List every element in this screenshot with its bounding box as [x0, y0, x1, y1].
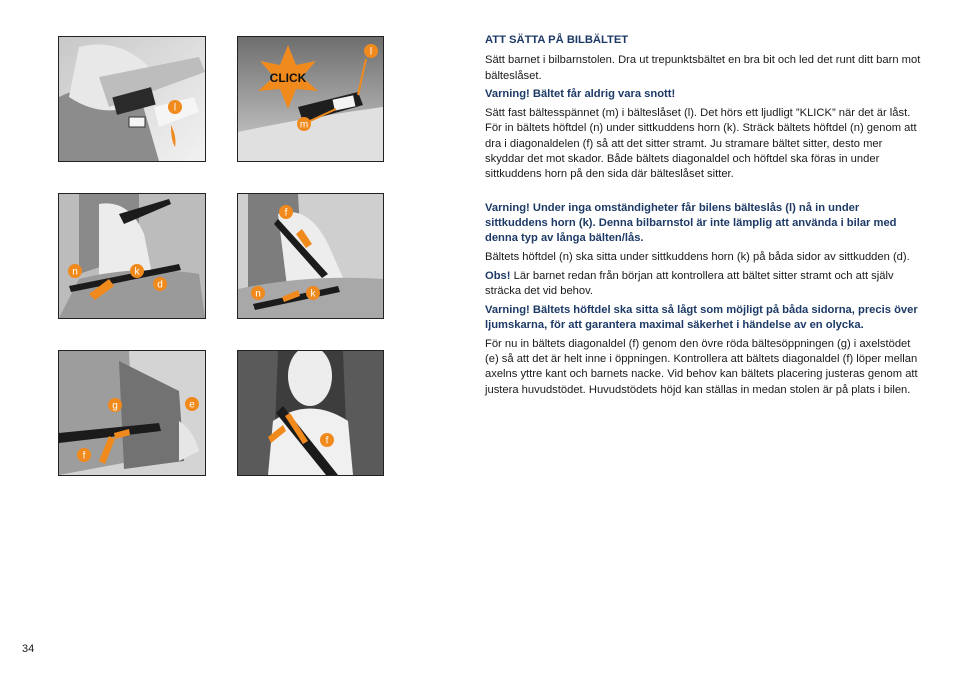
obs-note [485, 269, 921, 300]
section-title: ATT SÄTTA PÅ BILBÄLTET [485, 34, 629, 46]
figure-buckle-position [58, 36, 206, 162]
figure-click-buckle [237, 36, 384, 162]
callout-d: d [157, 279, 163, 291]
callout-n: n [72, 266, 78, 278]
obs-label: Obs! [485, 269, 511, 282]
callout-k: k [134, 266, 140, 278]
figure-shoulder-guide [58, 350, 206, 476]
paragraph-3: Bältets höftdel (n) ska sitta under sittkuddens horn (k) på båda sidor av sittkudden (d). [485, 251, 910, 264]
page-number: 34 [22, 643, 35, 655]
callout-f: f [325, 435, 329, 447]
warning-lap-belt-low: Varning! Bältets höftdel ska sitta så lågt som möjligt på båda sidorna, precis över ljumskarna, för att garantera maximal säkerhet i händelse av en olycka. [485, 303, 918, 332]
callout-f: f [82, 450, 86, 462]
click-burst-label: CLICK [269, 71, 307, 85]
callout-l: l [173, 102, 177, 114]
paragraph-4: För nu in bältets diagonaldel (f) genom den övre röda bältesöppningen (g) i axelstödet (e) så att det är helt inne i öppningen. Kontrollera att bältets diagonaldel (f) löper mellan axelns yttre kant och barnets nacke. Vid behov kan bältets placering justeras genom att justera huvudstödet. Huvudstödets höjd kan ställas in medan stolen är på plats i bilen. [485, 337, 918, 396]
figure-tighten-belt [237, 193, 384, 319]
warning-buckle-position: Varning! Under inga omständigheter får bilens bälteslås (l) nå in under sittkuddens horn (k). Denna bilbarnstol är inte lämplig att använda i bilar med denna typ av långa bälten/lås. [485, 201, 897, 245]
callout-e: e [189, 399, 195, 411]
callout-n: n [255, 288, 261, 300]
figure-diagonal-belt-neck [237, 350, 384, 476]
paragraph-2: Sätt fast bältesspännet (m) i bälteslåset (l). Det hörs ett ljudligt ”KLICK” när det är låst. För in bältets höftdel (n) under sittkuddens horn (k). Sträck bältets höftdel (n) genom att dra i diagonaldelen (f) så att det sitter stramt. Ju stramare bältet sitter, desto mer skyddar det mot skador. Både bältets diagonaldel och höftdel ska föras in under sittkuddens horn på den sida där bälteslåset sitter. [485, 106, 917, 181]
callout-f: f [284, 207, 288, 219]
instruction-text [485, 33, 921, 401]
figure-lap-belt-under-horn [58, 193, 206, 319]
callout-k: k [310, 288, 316, 300]
obs-text: Lär barnet redan från början att kontrollera att bältet sitter stramt och att själv sträcka det vid behov. [485, 269, 894, 298]
callout-l: l [369, 46, 373, 58]
paragraph-1: Sätt barnet i bilbarnstolen. Dra ut trepunktsbältet en bra bit och led det runt ditt barn mot bälteslåset. [485, 54, 921, 82]
warning-twisted-belt: Varning! Bältet får aldrig vara snott! [485, 88, 676, 101]
callout-g: g [112, 400, 118, 412]
callout-m: m [299, 119, 309, 131]
